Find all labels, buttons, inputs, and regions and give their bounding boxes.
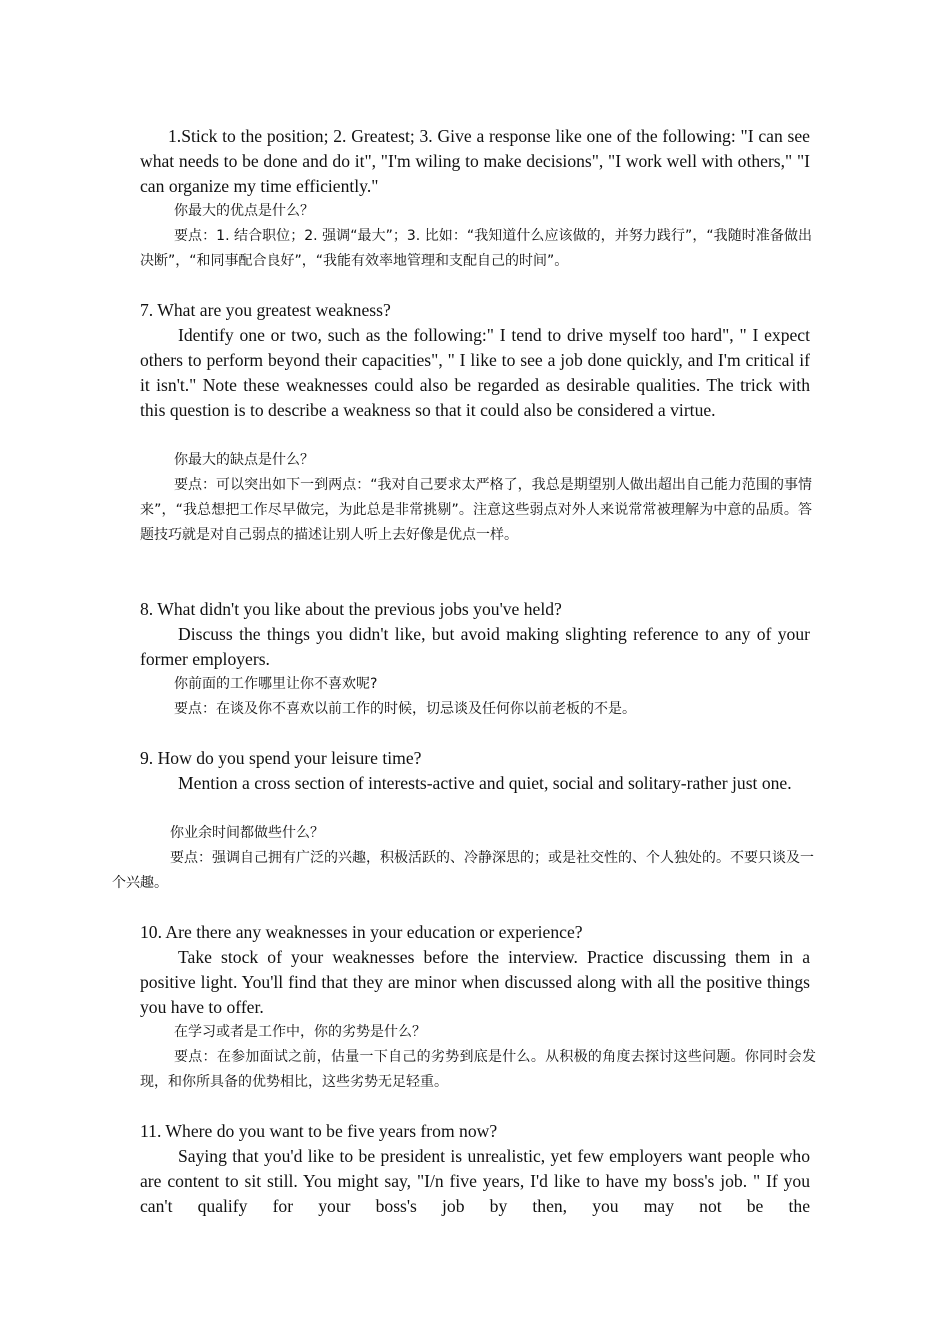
- intro-point-cn: 要点：1. 结合职位；2. 强调“最大”；3. 比如：“我知道什么应该做的，并努力践行”，“我随时准备做出决断”，“和同事配合良好”，“我能有效率地管理和支配自己的时间”。: [140, 228, 812, 269]
- question-11-en: 11. Where do you want to be five years from now?: [140, 1121, 498, 1141]
- question-8-cn: 你前面的工作哪里让你不喜欢呢?: [174, 676, 378, 692]
- answer-11-en: Saying that you'd like to be president is unrealistic, yet few employers want people who are content to sit still. You might say, "I/n five years, I'd like to have my boss's job. " If you can't qualify for your boss's job by then, you may not be the: [140, 1146, 810, 1216]
- question-8-en: 8. What didn't you like about the previous jobs you've held?: [140, 599, 562, 619]
- question-10-cn: 在学习或者是工作中，你的劣势是什么？: [174, 1024, 426, 1040]
- question-9-cn: 你业余时间都做些什么？: [170, 825, 324, 841]
- answer-7-en: Identify one or two, such as the following:" I tend to drive myself too hard", " I expect others to perform beyond their capacities", " I like to see a job done quickly, and I'm critical if it isn't." Note these weaknesses could also be regarded as desirable qualities. The trick with this question is to describe a weakness so that it could also be considered a virtue.: [140, 325, 810, 420]
- answer-8-en: Discuss the things you didn't like, but avoid making slighting reference to any of your former employers.: [140, 624, 810, 669]
- question-7-en: 7. What are you greatest weakness?: [140, 300, 391, 320]
- intro-answer-en: 1.Stick to the position; 2. Greatest; 3. Give a response like one of the following: "I can see what needs to be done and do it", "I'm wiling to make decisions", "I work well with others," "I can organize my time efficiently.": [140, 126, 810, 196]
- question-10-en: 10. Are there any weaknesses in your education or experience?: [140, 922, 583, 942]
- point-9-cn: 要点：强调自己拥有广泛的兴趣，积极活跃的、冷静深思的；或是社交性的、个人独处的。不要只谈及一个兴趣。: [112, 850, 814, 891]
- point-7-cn: 要点：可以突出如下一到两点：“我对自己要求太严格了，我总是期望别人做出超出自己能力范围的事情来”，“我总想把工作尽早做完，为此总是非常挑剔”。注意这些弱点对外人来说常常被理解为中意的品质。答题技巧就是对自己弱点的描述让别人听上去好像是优点一样。: [140, 477, 812, 543]
- point-10-cn: 要点：在参加面试之前，估量一下自己的劣势到底是什么。从积极的角度去探讨这些问题。你同时会发现，和你所具备的优势相比，这些劣势无足轻重。: [140, 1049, 816, 1090]
- point-8-cn: 要点：在谈及你不喜欢以前工作的时候，切忌谈及任何你以前老板的不是。: [174, 701, 636, 717]
- answer-10-en: Take stock of your weaknesses before the interview. Practice discussing them in a positive light. You'll find that they are minor when discussed along with all the positive things you have to offer.: [140, 947, 810, 1017]
- question-7-cn: 你最大的缺点是什么？: [174, 452, 314, 468]
- answer-9-en: Mention a cross section of interests-active and quiet, social and solitary-rather just one.: [178, 773, 792, 793]
- intro-question-cn: 你最大的优点是什么？: [174, 203, 314, 219]
- question-9-en: 9. How do you spend your leisure time?: [140, 748, 422, 768]
